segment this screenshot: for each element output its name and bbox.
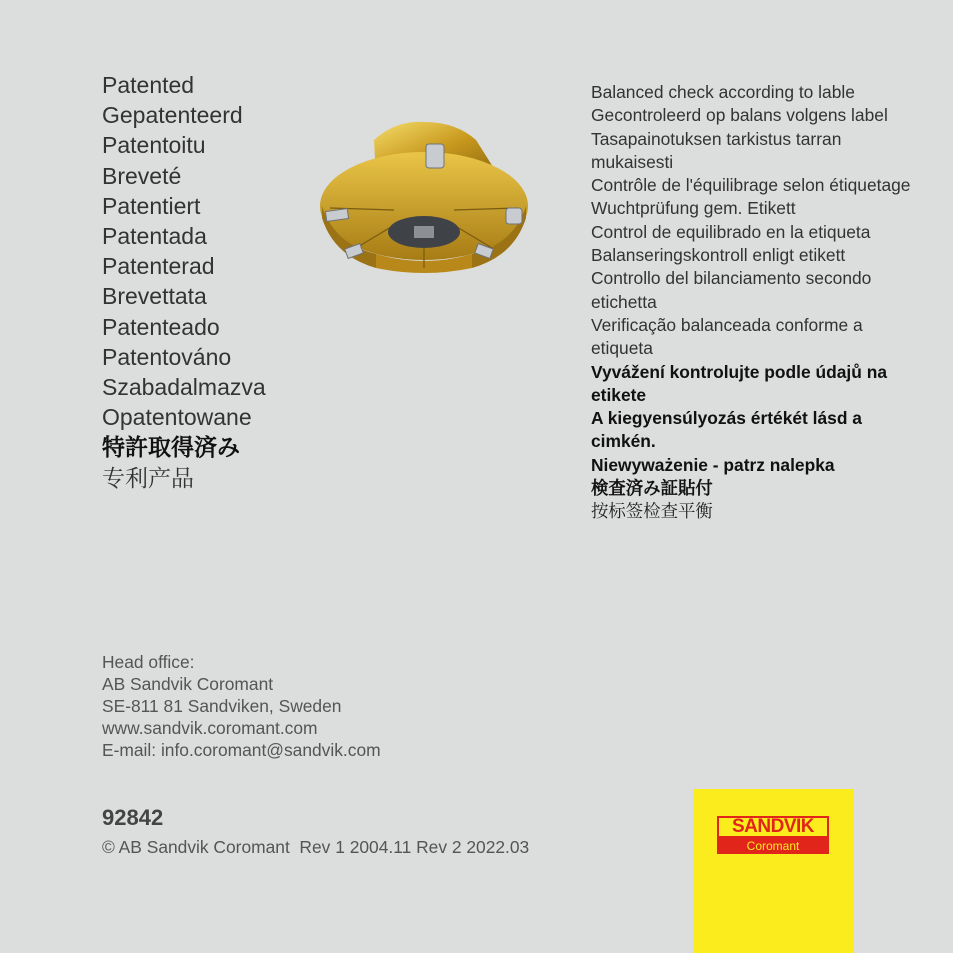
- balance-fi: Tasapainotuksen tarkistus tarran mukaisesti: [591, 128, 842, 172]
- milling-cutter-head-image: [316, 118, 532, 276]
- office-company: AB Sandvik Coromant: [102, 674, 274, 694]
- patented-it: Brevettata: [102, 283, 207, 310]
- patented-fi: Patentoitu: [102, 132, 206, 159]
- balance-cs: Vyvážení kontrolujte podle údajů na etikete: [591, 361, 888, 405]
- patented-hu: Szabadalmazva: [102, 374, 266, 401]
- balance-de: Wuchtprüfung gem. Etikett: [591, 198, 796, 219]
- balance-sv: Balanseringskontroll enligt etikett: [591, 245, 846, 266]
- logo-brand-text: SANDVIK: [717, 816, 829, 838]
- patented-pt: Patenteado: [102, 313, 220, 340]
- patented-zh: 专利产品: [102, 464, 194, 491]
- balance-en: Balanced check according to lable: [591, 82, 855, 102]
- office-address: SE-811 81 Sandviken, Sweden: [102, 696, 342, 716]
- balance-zh: 按标签检查平衡: [591, 501, 713, 522]
- balance-hu: A kiegyensúlyozás értékét lásd a cimkén.: [591, 408, 862, 452]
- office-heading: Head office:: [102, 652, 195, 672]
- patented-pl: Opatentowane: [102, 404, 252, 431]
- balance-pl: Niewyważenie - patrz nalepka: [591, 454, 835, 475]
- patented-translations: [102, 70, 266, 493]
- office-web: www.sandvik.coromant.com: [102, 718, 318, 738]
- balance-pt: Verificação balanceada conforme a etiqueta: [591, 314, 863, 359]
- sandvik-logo-badge: [717, 816, 829, 854]
- patented-sv: Patenterad: [102, 253, 215, 280]
- sandvik-logo: [693, 789, 854, 953]
- balance-check-translations: [591, 81, 921, 524]
- balance-fr: Contrôle de l'équilibrage selon étiquetage: [591, 175, 911, 196]
- balance-it: Controllo del bilanciamento secondo etichetta: [591, 268, 872, 312]
- office-email: E-mail: info.coromant@sandvik.com: [102, 740, 381, 760]
- document-number: 92842: [102, 805, 164, 830]
- patented-ja: 特許取得済み: [102, 434, 240, 461]
- copyright-revision: © AB Sandvik Coromant Rev 1 2004.11 Rev 2 2022.03: [102, 837, 530, 857]
- patented-en: Patented: [102, 72, 195, 98]
- patented-nl: Gepatenteerd: [102, 102, 243, 129]
- patented-es: Patentada: [102, 223, 207, 250]
- patented-cs: Patentováno: [102, 343, 232, 370]
- logo-sub-text: Coromant: [717, 838, 829, 854]
- balance-nl: Gecontroleerd op balans volgens label: [591, 105, 888, 126]
- balance-ja: 検査済み証貼付: [591, 478, 713, 499]
- balance-es: Control de equilibrado en la etiqueta: [591, 221, 871, 242]
- head-office-address: [102, 651, 381, 761]
- patented-de: Patentiert: [102, 192, 201, 219]
- patented-fr: Breveté: [102, 162, 182, 189]
